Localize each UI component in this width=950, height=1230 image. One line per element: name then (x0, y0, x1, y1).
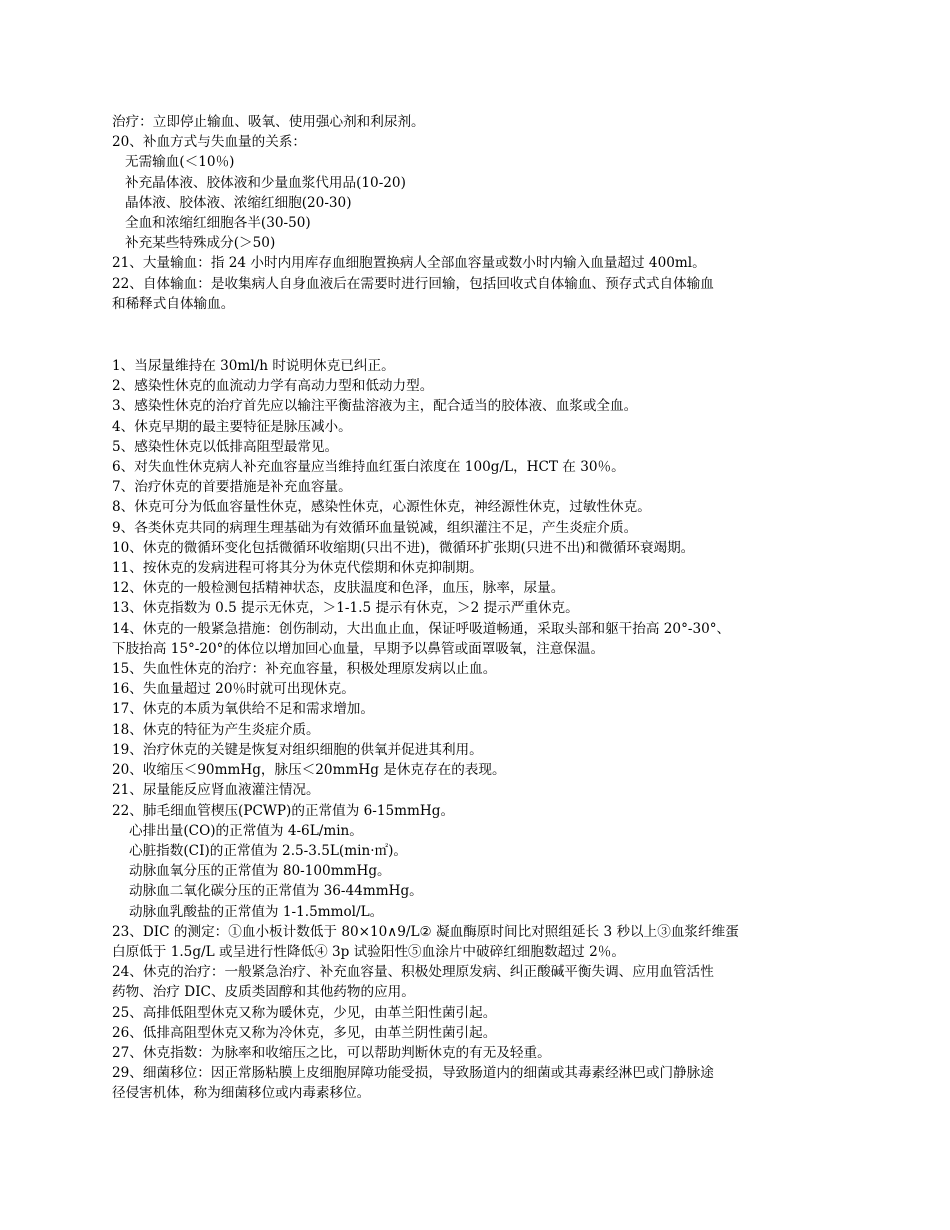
text-line: 21、大量输血：指 24 小时内用库存血细胞置换病人全部血容量或数小时内输入血量超过 400ml。 (112, 255, 706, 272)
text-line: 9、各类休克共同的病理生理基础为有效循环血量锐减，组织灌注不足，产生炎症介质。 (112, 519, 638, 536)
text-line: 和稀释式自体输血。 (112, 295, 235, 312)
text-line: 补充晶体液、胶体液和少量血浆代用品(10-20) (125, 174, 406, 191)
text-line: 24、休克的治疗：一般紧急治疗、补充血容量、积极处理原发病、纠正酸碱平衡失调、应用血管活性 (112, 964, 714, 981)
text-line: 3、感染性休克的治疗首先应以输注平衡盐溶液为主，配合适当的胶体液、血浆或全血。 (112, 398, 638, 415)
text-line: 4、休克早期的最主要特征是脉压减小。 (112, 418, 352, 435)
text-line: 心脏指数(CI)的正常值为 2.5-3.5L(min·㎡)。 (129, 842, 408, 859)
text-line: 径侵害机体，称为细菌移位或内毒素移位。 (112, 1085, 371, 1102)
text-line: 14、休克的一般紧急措施：创伤制动，大出血止血，保证呼吸道畅通，采取头部和躯干抬高 20°-30°、 (112, 620, 731, 637)
text-line: 20、收缩压＜90mmHg，脉压＜20mmHg 是休克存在的表现。 (112, 762, 506, 779)
text-line: 29、细菌移位：因正常肠粘膜上皮细胞屏障功能受损，导致肠道内的细菌或其毒素经淋巴或门静脉途 (112, 1065, 714, 1082)
text-line: 无需输血(＜10％) (125, 154, 235, 171)
text-line: 11、按休克的发病进程可将其分为休克代偿期和休克抑制期。 (112, 560, 483, 577)
text-line: 1、当尿量维持在 30ml/h 时说明休克已纠正。 (112, 358, 395, 375)
text-line: 18、休克的特征为产生炎症介质。 (112, 721, 320, 738)
text-line: 8、休克可分为低血容量性休克，感染性休克，心源性休克，神经源性休克，过敏性休克。 (112, 499, 651, 516)
text-line: 16、失血量超过 20％时就可出现休克。 (112, 681, 355, 698)
text-line: 19、治疗休克的关键是恢复对组织细胞的供氧并促进其利用。 (112, 741, 483, 758)
text-line: 2、感染性休克的血流动力学有高动力型和低动力型。 (112, 378, 434, 395)
text-line: 27、休克指数：为脉率和收缩压之比，可以帮助判断休克的有无及轻重。 (112, 1044, 551, 1061)
text-line: 心排出量(CO)的正常值为 4-6L/min。 (129, 822, 363, 839)
text-line: 13、休克指数为 0.5 提示无休克，＞1-1.5 提示有休克，＞2 提示严重休克。 (112, 600, 579, 617)
text-line: 26、低排高阻型休克又称为冷休克，多见，由革兰阴性菌引起。 (112, 1024, 497, 1041)
text-line: 下肢抬高 15°-20°的体位以增加回心血量，早期予以鼻管或面罩吸氧，注意保温。 (112, 640, 605, 657)
text-line: 21、尿量能反应肾血液灌注情况。 (112, 782, 320, 799)
text-line: 15、失血性休克的治疗：补充血容量，积极处理原发病以止血。 (112, 661, 497, 678)
text-line: 5、感染性休克以低排高阻型最常见。 (112, 438, 339, 455)
section-shock (112, 356, 842, 1104)
text-line: 全血和浓缩红细胞各半(30-50) (125, 215, 311, 232)
text-line: 23、DIC 的测定：①血小板计数低于 80×10∧9/L② 凝血酶原时间比对照组延长 3 秒以上③血浆纤维蛋 (112, 923, 739, 940)
text-line: 动脉血二氧化碳分压的正常值为 36-44mmHg。 (129, 883, 423, 900)
text-line: 22、肺毛细血管楔压(PCWP)的正常值为 6-15mmHg。 (112, 802, 455, 819)
text-line: 补充某些特殊成分(＞50) (125, 235, 276, 252)
text-line: 20、补血方式与失血量的关系： (112, 134, 307, 151)
text-line: 晶体液、胶体液、浓缩红细胞(20-30) (125, 194, 352, 211)
text-line: 动脉血乳酸盐的正常值为 1-1.5mmol/L。 (129, 903, 384, 920)
text-line: 动脉血氧分压的正常值为 80-100mmHg。 (129, 863, 391, 880)
text-line: 10、休克的微循环变化包括微循环收缩期(只出不进)，微循环扩张期(只进不出)和微循环衰竭期。 (112, 539, 695, 556)
text-line: 22、自体输血：是收集病人自身血液后在需要时进行回输，包括回收式自体输血、预存式式自体输血 (112, 275, 714, 292)
text-line: 治疗：立即停止输血、吸氧、使用强心剂和利尿剂。 (112, 114, 425, 130)
text-line: 25、高排低阻型休克又称为暖休克，少见，由革兰阳性菌引起。 (112, 1004, 497, 1021)
section-transfusion (112, 112, 842, 314)
text-line: 12、休克的一般检测包括精神状态，皮肤温度和色泽，血压，脉率，尿量。 (112, 580, 565, 597)
text-line: 17、休克的本质为氧供给不足和需求增加。 (112, 701, 374, 718)
text-line: 药物、治疗 DIC、皮质类固醇和其他药物的应用。 (112, 984, 415, 1001)
section-spacer (112, 314, 842, 356)
text-line: 7、治疗休克的首要措施是补充血容量。 (112, 479, 352, 496)
text-line: 白原低于 1.5g/L 或呈进行性降低④ 3p 试验阳性⑤血涂片中破碎红细胞数超过 2％。 (112, 943, 625, 960)
document-page (112, 112, 842, 1104)
text-line: 6、对失血性休克病人补充血容量应当维持血红蛋白浓度在 100g/L，HCT 在 30％。 (112, 459, 625, 476)
